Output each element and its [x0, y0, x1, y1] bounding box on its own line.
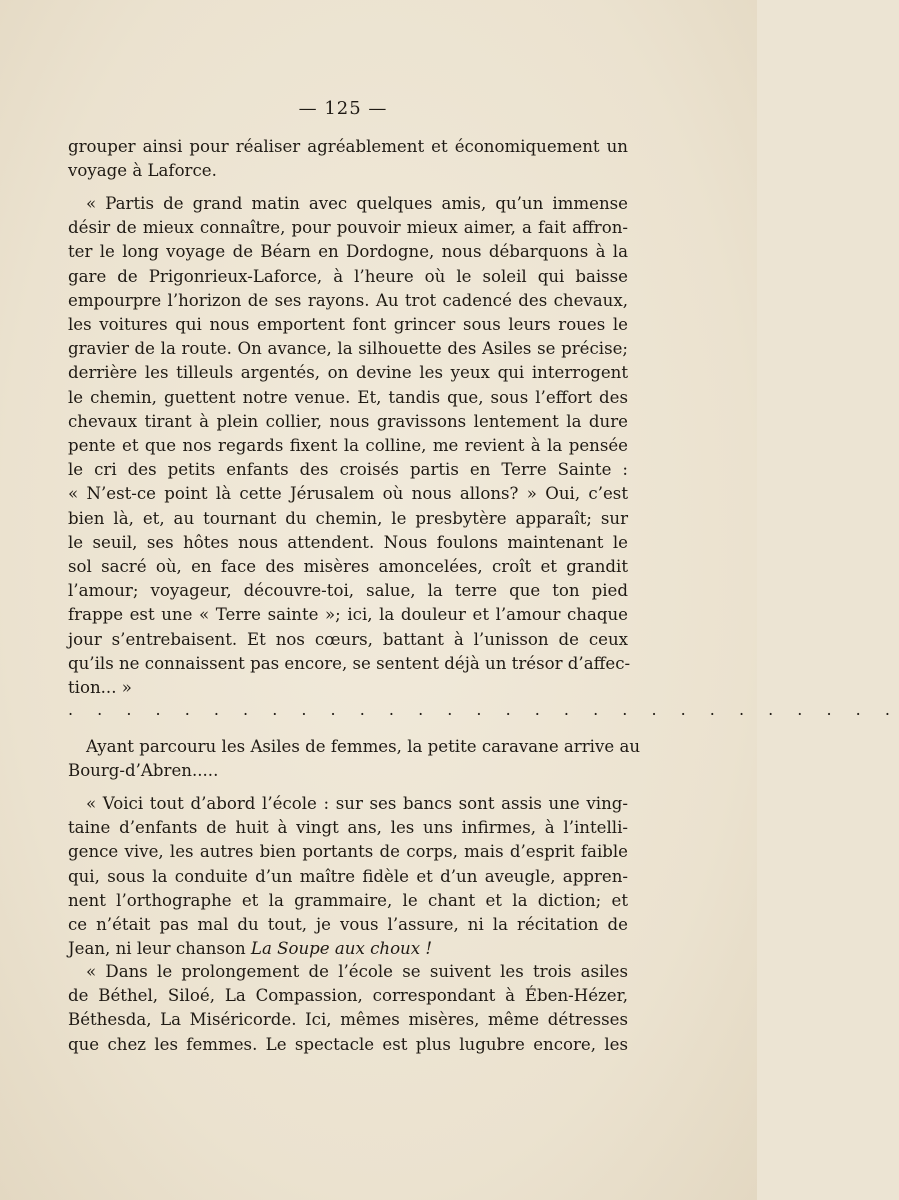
- text-line: « Partis de grand matin avec quelques amis, qu’un immense: [86, 194, 628, 213]
- text-line: tion... »: [68, 678, 132, 698]
- text-line: bien là, et, au tournant du chemin, le presbytère apparaît; sur: [68, 508, 628, 528]
- text-line: Bourg-d’Abren.....: [68, 761, 219, 781]
- text-line: les voitures qui nous emportent font grincer sous leurs roues le: [68, 315, 628, 335]
- text-line: Béthesda, La Miséricorde. Ici, mêmes misères, même détresses: [68, 1010, 628, 1030]
- song-title: La Soupe aux choux !: [250, 939, 433, 959]
- text-line: qui, sous la conduite d’un maître fidèle et d’un aveugle, appren-: [68, 866, 628, 886]
- text-line: le chemin, guettent notre venue. Et, tandis que, sous l’effort des: [68, 387, 628, 407]
- text-line: gence vive, les autres bien portants de corps, mais d’esprit faible: [68, 842, 628, 862]
- text-line: pente et que nos regards fixent la colline, me revient à la pensée: [68, 436, 628, 456]
- text-line: « Voici tout d’abord l’école : sur ses bancs sont assis une ving-: [86, 794, 628, 813]
- text-line: l’amour; voyageur, découvre-toi, salue, la terre que ton pied: [68, 581, 628, 601]
- text-line: [68, 937, 628, 961]
- text-line: jour s’entrebaisent. Et nos cœurs, battant à l’unisson de ceux: [68, 629, 628, 649]
- text-line: grouper ainsi pour réaliser agréablement et économiquement un: [68, 137, 628, 156]
- text-line: sol sacré où, en face des misères amoncelées, croît et grandit: [68, 557, 628, 577]
- text-line: ter le long voyage de Béarn en Dordogne, nous débarquons à la: [68, 242, 628, 262]
- text-line: gravier de la route. On avance, la silhouette des Asiles se précise;: [68, 339, 628, 359]
- text-line: Ayant parcouru les Asiles de femmes, la petite caravane arrive au: [86, 737, 641, 756]
- text-line: qu’ils ne connaissent pas encore, se sentent déjà un trésor d’affec-: [68, 653, 631, 673]
- page-number: — 125 —: [298, 98, 388, 119]
- text-line: « Dans le prolongement de l’école se suivent les trois asiles: [86, 962, 628, 981]
- text-line-prefix: Jean, ni leur chanson: [68, 939, 251, 959]
- paragraph-quote-asylums: [68, 960, 628, 1057]
- text-line: nent l’orthographe et la grammaire, le chant et la diction; et: [68, 890, 628, 910]
- paragraph-quote-school: [68, 792, 628, 961]
- text-line: taine d’enfants de huit à vingt ans, les uns infirmes, à l’intelli-: [68, 818, 628, 838]
- paragraph-narration: [68, 735, 641, 783]
- text-line: ce n’était pas mal du tout, je vous l’assure, ni la récitation de: [68, 915, 628, 935]
- text-line: désir de mieux connaître, pour pouvoir mieux aimer, a fait affron-: [68, 218, 628, 238]
- text-line: que chez les femmes. Le spectacle est plus lugubre encore, les: [68, 1034, 628, 1054]
- text-line: le cri des petits enfants des croisés partis en Terre Sainte :: [68, 460, 628, 480]
- dotted-separator: . . . . . . . . . . . . . . . . . . . . . . . . . . . . .: [68, 700, 899, 719]
- text-line: chevaux tirant à plein collier, nous gravissons lentement la dure: [68, 411, 628, 431]
- text-line: derrière les tilleuls argentés, on devine les yeux qui interrogent: [68, 363, 628, 383]
- text-line: empourpre l’horizon de ses rayons. Au trot cadencé des chevaux,: [68, 290, 628, 310]
- paragraph-quote-journey: [68, 192, 631, 700]
- text-line: gare de Prigonrieux-Laforce, à l’heure où le soleil qui baisse: [68, 266, 628, 286]
- text-line: frappe est une « Terre sainte »; ici, la douleur et l’amour chaque: [68, 605, 628, 625]
- text-line: voyage à Laforce.: [68, 161, 217, 181]
- text-line: « N’est-ce point là cette Jérusalem où nous allons? » Oui, c’est: [68, 484, 628, 504]
- text-line: de Béthel, Siloé, La Compassion, correspondant à Ében-Hézer,: [68, 986, 628, 1006]
- paragraph-continuation: [68, 135, 628, 183]
- text-line: le seuil, ses hôtes nous attendent. Nous foulons maintenant le: [68, 532, 628, 552]
